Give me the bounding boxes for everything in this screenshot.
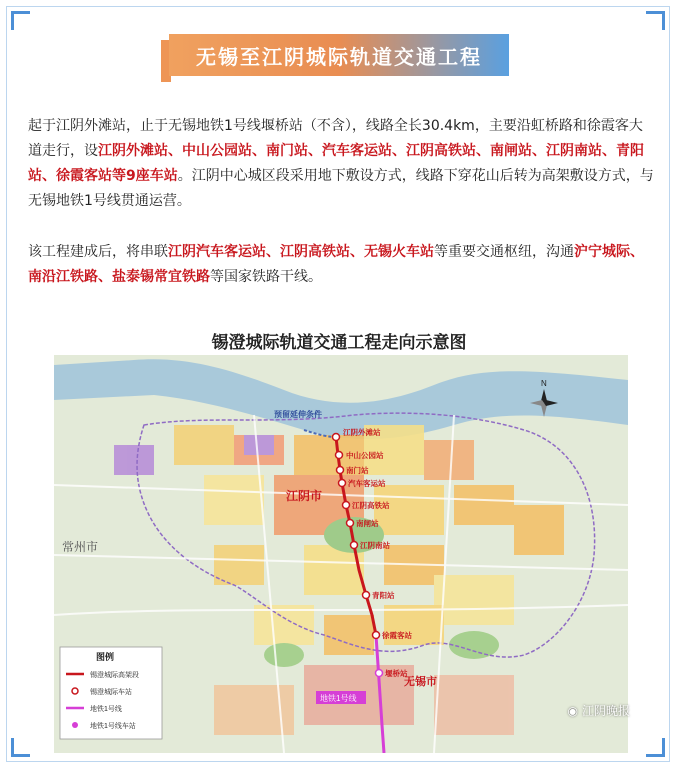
intro-paragraph [28,114,654,214]
para1-text-1: 起于江阴外滩站，止于无锡地铁1号线堰桥站（不含），线路全长30.4km，主要沿虹桥路和徐霞客大道走行，设 [28,118,643,159]
frame-corner [646,11,665,30]
station-label: 南门站 [346,466,369,475]
city-label-jiangyin: 江阴市 [286,489,323,503]
map-legend [60,647,162,739]
station-label: 中山公园站 [346,451,384,460]
legend-item: 地铁1号线 [90,706,122,713]
station-marker [343,502,350,509]
station-marker [363,592,370,599]
compass-north-label: N [541,379,547,388]
station-label: 南闸站 [356,519,379,528]
wechat-icon: ◉ [567,703,578,718]
legend-swatch-station [72,688,78,694]
legend-item: 锡澄城际车站 [90,689,132,696]
frame-corner [646,738,665,757]
map-title: 锡澄城际轨道交通工程走向示意图 [211,333,467,353]
legend-title: 图例 [96,652,115,662]
station-marker [333,434,340,441]
station-marker [351,542,358,549]
route-map [54,355,628,753]
station-label: 堰桥站 [385,669,408,678]
station-label: 江阴高铁站 [352,501,390,510]
para2-text-2: 等重要交通枢纽，沟通 [434,244,574,260]
para2-highlight-railways: 沪宁城际、南沿江铁路、盐泰锡常宜铁路 [28,244,644,285]
city-label-wuxi: 无锡市 [404,676,437,688]
watermark [568,702,631,719]
frame-corner [11,738,30,757]
watermark-label: 江阴晚报 [581,704,630,718]
station-marker [337,467,344,474]
metro-station-marker [376,670,383,677]
metro-line-label: 地铁1号线 [320,694,357,703]
station-label: 江阴外滩站 [343,428,381,437]
station-label: 汽车客运站 [348,479,386,488]
title-banner [169,34,509,76]
city-label-changzhou: 常州市 [62,540,99,554]
para2-text-1: 该工程建成后，将串联 [28,244,168,260]
station-marker [347,520,354,527]
station-marker [373,632,380,639]
para1-text-2: 。江阴中心城区段采用地下敷设方式，线路下穿花山后转为高架敷设方式，与无锡地铁1号线贯通运营。 [28,168,654,209]
station-label: 青阳站 [372,591,395,600]
legend-item: 地铁1号线车站 [90,723,136,730]
station-marker [339,480,346,487]
para1-highlight-stations: 江阴外滩站、中山公园站、南门站、汽车客运站、江阴高铁站、南闸站、江阴南站、青阳站、徐霞客站等9座车站 [28,143,644,184]
reserved-extension-label: 预留延伸条件 [274,410,322,419]
para2-highlight-hubs: 江阴汽车客运站、江阴高铁站、无锡火车站 [168,244,434,260]
station-label: 徐霞客站 [382,631,412,640]
page-title: 无锡至江阴城际轨道交通工程 [196,44,482,69]
impact-paragraph [28,240,654,290]
legend-swatch-metro-station [72,722,78,728]
map-svg [54,355,628,753]
para2-text-3: 等国家铁路干线。 [210,269,322,285]
station-marker [336,452,343,459]
station-label: 江阴南站 [360,541,390,550]
frame-corner [11,11,30,30]
legend-item: 锡澄城际高架段 [90,672,139,679]
